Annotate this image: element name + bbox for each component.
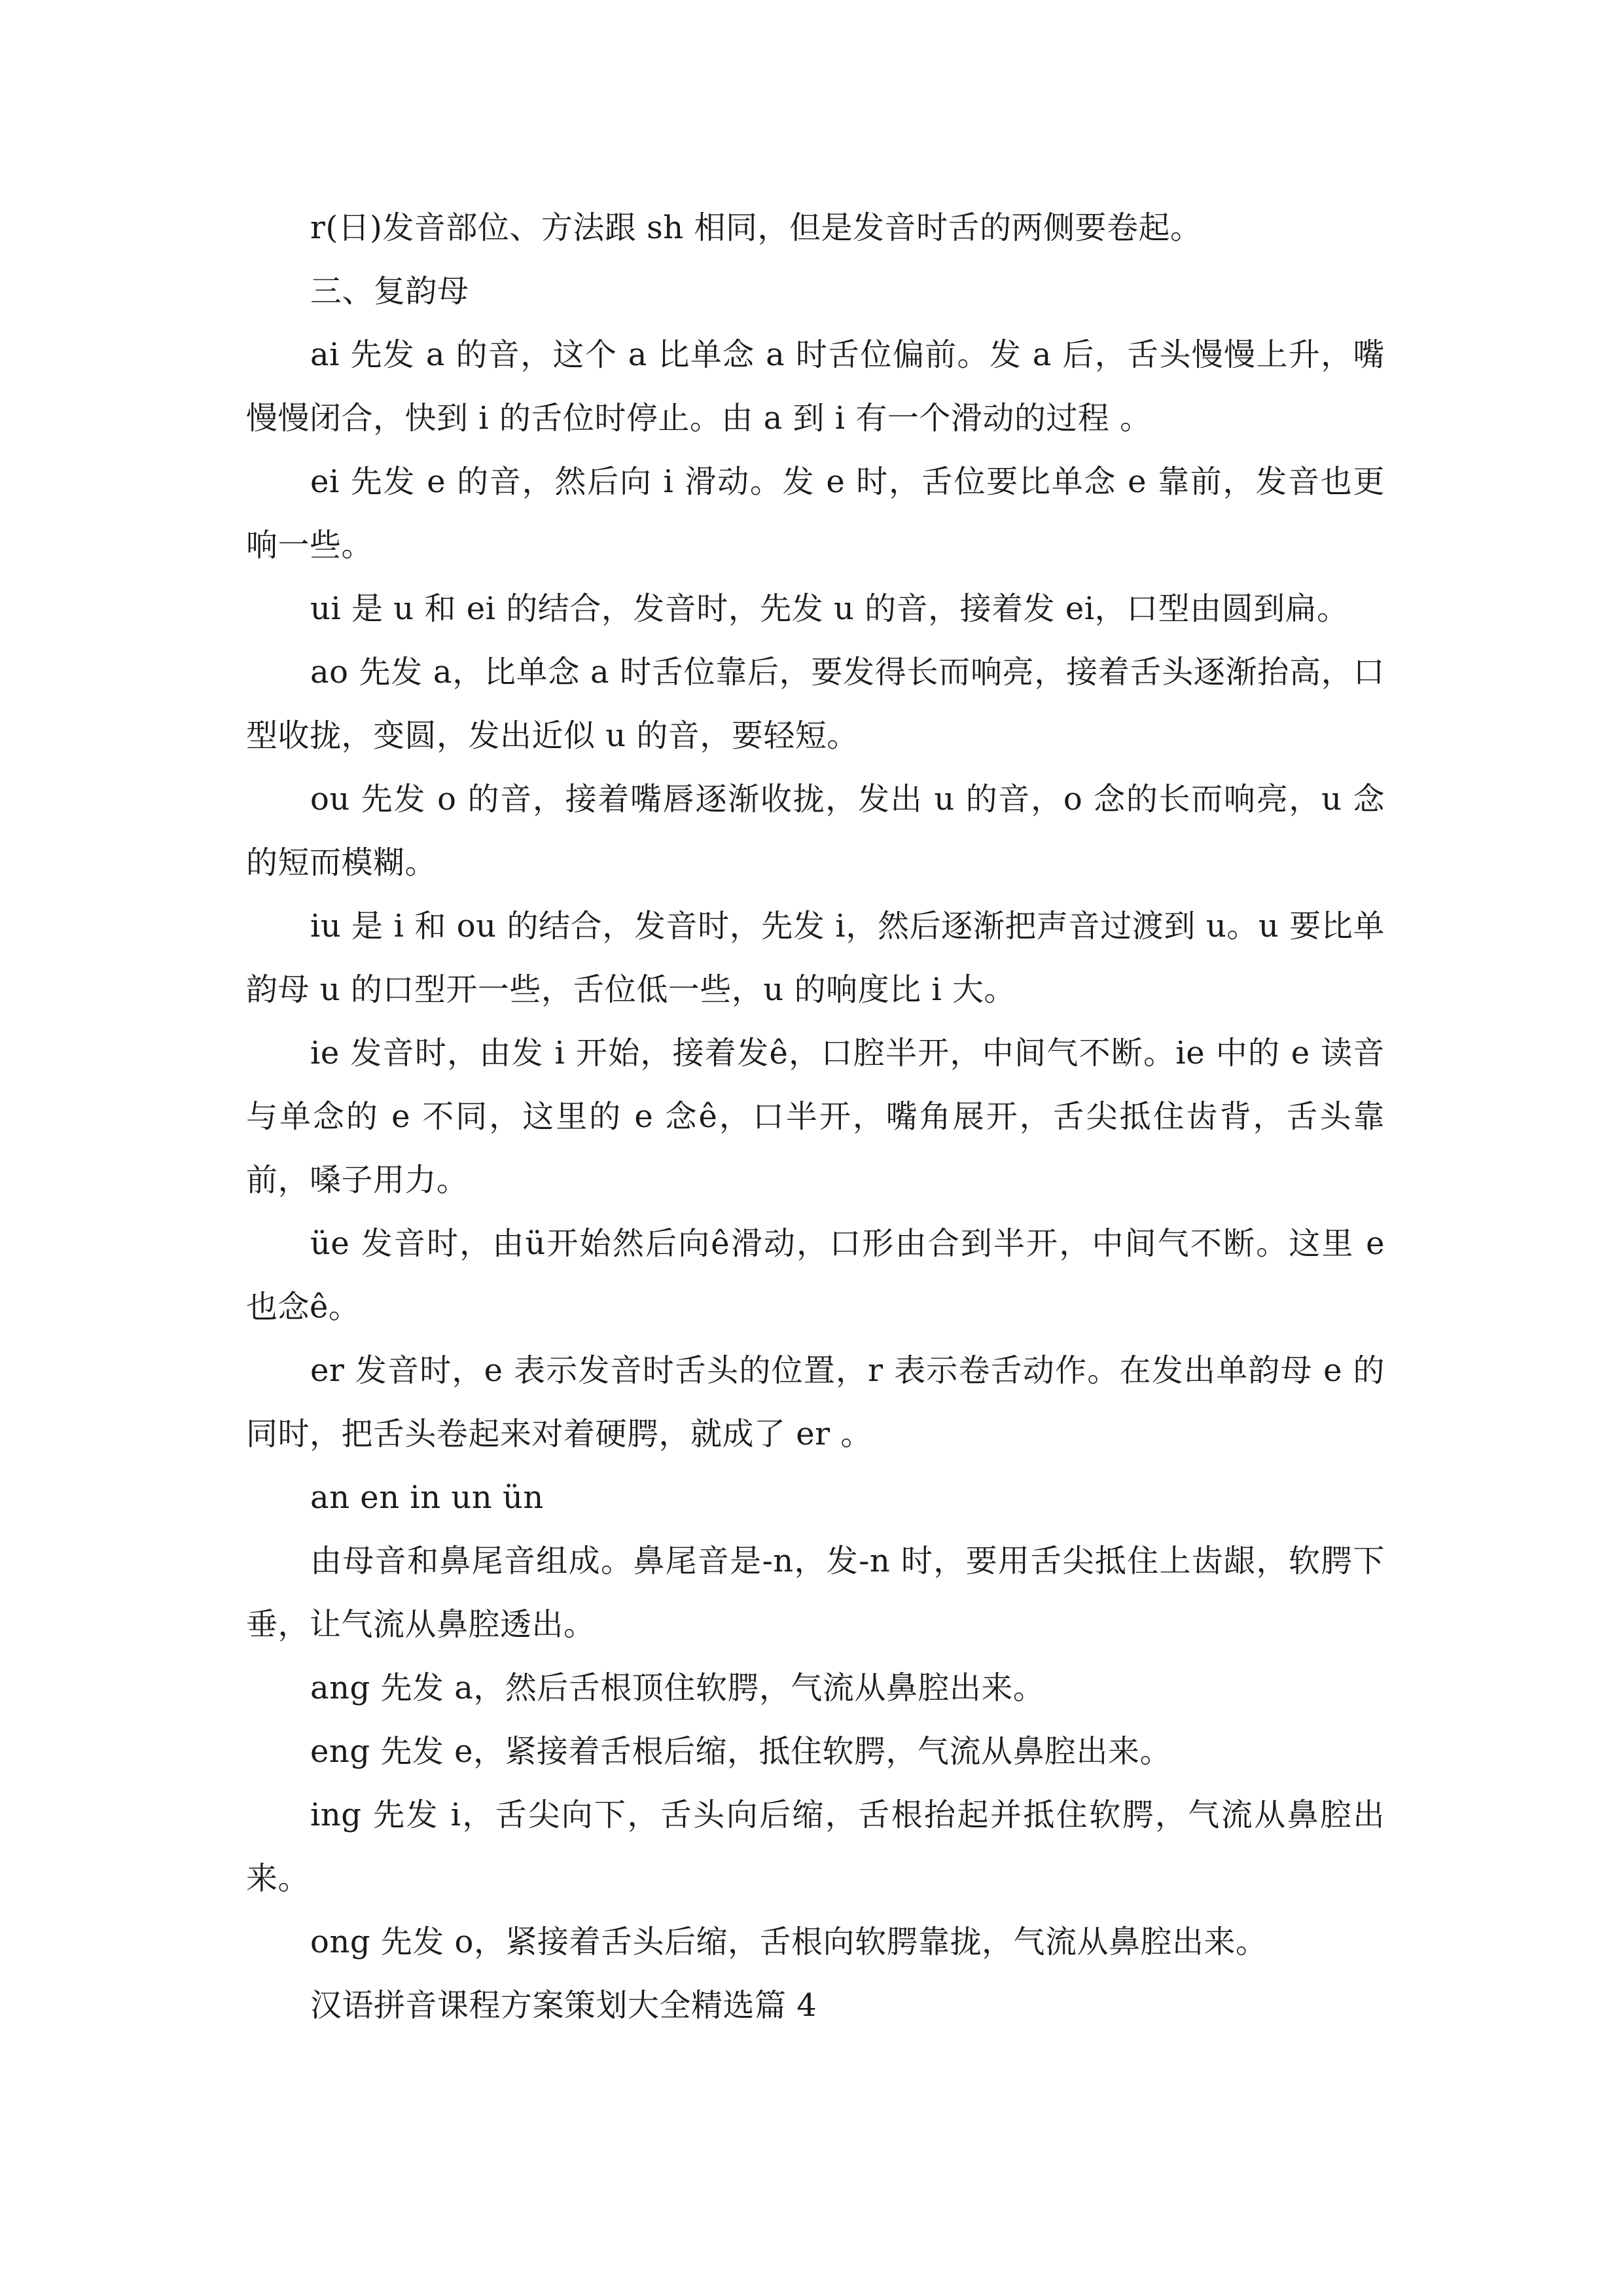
paragraph-ei: ei 先发 e 的音，然后向 i 滑动。发 e 时，舌位要比单念 e 靠前，发音也更响一些。 — [246, 463, 1385, 564]
paragraph-ang: ang 先发 a，然后舌根顶住软腭，气流从鼻腔出来。 — [310, 1670, 1045, 1706]
paragraph-ui: ui 是 u 和 ei 的结合，发音时，先发 u 的音，接着发 ei，口型由圆到扁。 — [310, 590, 1349, 627]
paragraph-ai: ai 先发 a 的音，这个 a 比单念 a 时舌位偏前。发 a 后，舌头慢慢上升，嘴慢慢闭合，快到 i 的舌位时停止。由 a 到 i 有一个滑动的过程 。 — [246, 336, 1385, 437]
paragraph-ing: ing 先发 i，舌尖向下，舌头向后缩，舌根抬起并抵住软腭，气流从鼻腔出来。 — [246, 1797, 1385, 1897]
paragraph-ie: ie 发音时，由发 i 开始，接着发ê，口腔半开，中间气不断。ie 中的 e 读音与单念的 e 不同，这里的 e 念ê，口半开，嘴角展开，舌尖抵住齿背，舌头靠前，嗓子用力。 — [246, 1035, 1385, 1198]
nasal-finals-list: an en in un ün — [310, 1479, 544, 1516]
section-title-part-4: 汉语拼音课程方案策划大全精选篇 4 — [310, 1987, 817, 2024]
paragraph-er: er 发音时，e 表示发音时舌头的位置，r 表示卷舌动作。在发出单韵母 e 的同时，把舌头卷起来对着硬腭，就成了 er 。 — [246, 1352, 1385, 1452]
paragraph-nasal-explanation: 由母音和鼻尾音组成。鼻尾音是-n，发-n 时，要用舌尖抵住上齿龈，软腭下垂，让气流从鼻腔透出。 — [246, 1543, 1385, 1643]
paragraph-iu: iu 是 i 和 ou 的结合，发音时，先发 i，然后逐渐把声音过渡到 u。u 要比单韵母 u 的口型开一些，舌位低一些，u 的响度比 i 大。 — [246, 908, 1385, 1008]
paragraph-ong: ong 先发 o，紧接着舌头后缩，舌根向软腭靠拢，气流从鼻腔出来。 — [310, 1924, 1268, 1960]
paragraph-ue: üe 发音时，由ü开始然后向ê滑动，口形由合到半开，中间气不断。这里 e 也念ê。 — [246, 1225, 1385, 1325]
paragraph-ou: ou 先发 o 的音，接着嘴唇逐渐收拢，发出 u 的音，o 念的长而响亮，u 念的短而模糊。 — [246, 781, 1385, 881]
paragraph-r-pronunciation: r(日)发音部位、方法跟 sh 相同，但是发音时舌的两侧要卷起。 — [310, 209, 1202, 246]
paragraph-ao: ao 先发 a，比单念 a 时舌位靠后，要发得长而响亮，接着舌头逐渐抬高，口型收拢，变圆，发出近似 u 的音，要轻短。 — [246, 654, 1385, 754]
section-heading-compound-finals: 三、复韵母 — [310, 273, 469, 310]
paragraph-eng: eng 先发 e，紧接着舌根后缩，抵住软腭，气流从鼻腔出来。 — [310, 1733, 1171, 1770]
document-page — [246, 196, 1385, 2037]
